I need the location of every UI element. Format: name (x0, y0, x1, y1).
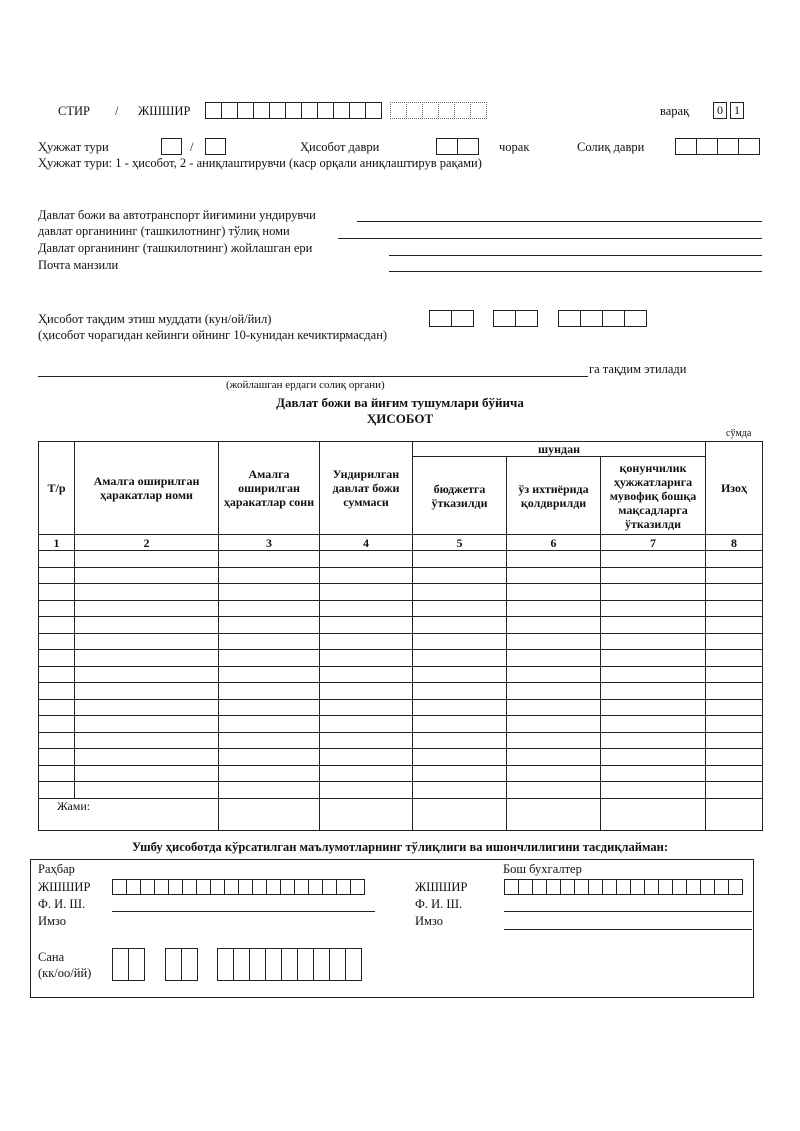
deadline-label: Ҳисобот тақдим этиш муддати (кун/ой/йил) (38, 312, 272, 326)
accountant-signature-label: Имзо (415, 914, 444, 928)
table-row (39, 683, 763, 700)
table-cell[interactable] (39, 551, 75, 568)
table-cell[interactable] (413, 699, 507, 716)
table-cell[interactable] (706, 765, 763, 782)
doc-type-slash: / (190, 140, 194, 154)
table-cell[interactable] (219, 650, 320, 667)
deadline-day-cells[interactable] (429, 310, 474, 327)
table-cell[interactable] (219, 617, 320, 634)
accountant-fio-underline[interactable] (504, 911, 752, 912)
table-cell[interactable] (706, 600, 763, 617)
head-signature-label: Имзо (38, 914, 67, 928)
table-cell[interactable] (75, 782, 219, 799)
table-cell[interactable] (39, 600, 75, 617)
table-cell[interactable] (75, 551, 219, 568)
submit-suffix: га тақдим этилади (589, 362, 687, 376)
table-cell[interactable] (39, 716, 75, 733)
date-month-cells[interactable] (165, 948, 198, 981)
accountant-fio-label: Ф. И. Ш. (415, 897, 463, 911)
table-cell[interactable] (507, 617, 601, 634)
table-cell[interactable] (320, 782, 413, 799)
table-cell[interactable] (413, 749, 507, 766)
table-cell[interactable] (413, 782, 507, 799)
table-cell[interactable] (39, 699, 75, 716)
table-cell[interactable] (320, 617, 413, 634)
postal-address-label: Почта манзили (38, 258, 119, 272)
sheet-digit-1[interactable]: 0 (713, 102, 727, 119)
col-number: 8 (706, 535, 763, 551)
table-cell[interactable] (601, 716, 706, 733)
table-cell[interactable] (507, 600, 601, 617)
table-cell[interactable] (219, 551, 320, 568)
jshshir-extra-cells[interactable] (390, 102, 487, 119)
doc-type-cell[interactable] (161, 138, 182, 155)
currency-note: сўмда (726, 428, 752, 439)
table-cell[interactable] (706, 584, 763, 601)
head-jshshir-label: ЖШШИР (38, 880, 91, 894)
table-cell[interactable] (75, 699, 219, 716)
table-cell[interactable] (413, 584, 507, 601)
table-cell[interactable] (413, 617, 507, 634)
deadline-year-cells[interactable] (558, 310, 647, 327)
table-cell[interactable] (75, 650, 219, 667)
table-cell[interactable] (601, 584, 706, 601)
col-header-group: шундан (413, 442, 706, 457)
table-cell[interactable] (320, 765, 413, 782)
table-cell[interactable] (39, 782, 75, 799)
table-cell[interactable] (601, 551, 706, 568)
table-cell[interactable] (507, 584, 601, 601)
table-cell[interactable] (219, 567, 320, 584)
table-cell[interactable] (601, 666, 706, 683)
table-cell[interactable] (219, 732, 320, 749)
table-cell[interactable] (39, 617, 75, 634)
table-cell[interactable] (320, 567, 413, 584)
report-heading: ҲИСОБОТ (366, 411, 434, 426)
table-cell[interactable] (320, 600, 413, 617)
date-year-cells[interactable] (217, 948, 362, 981)
table-row (39, 650, 763, 667)
table-cell[interactable] (706, 749, 763, 766)
table-cell[interactable] (320, 683, 413, 700)
table-cell[interactable] (706, 650, 763, 667)
table-cell[interactable] (413, 765, 507, 782)
col-header-actions: Амалга оширилган ҳаракатлар номи (75, 442, 219, 535)
table-cell[interactable] (706, 699, 763, 716)
table-cell[interactable] (320, 699, 413, 716)
table-cell[interactable] (219, 699, 320, 716)
table-row (39, 666, 763, 683)
org-name-underline[interactable] (357, 221, 762, 222)
doc-type-hint: Ҳужжат тури: 1 - ҳисобот, 2 - аниқлаштирувчи (каср орқали аниқлаштирув рақами) (38, 156, 482, 170)
org-location-underline[interactable] (389, 255, 762, 256)
table-cell[interactable] (413, 683, 507, 700)
date-label: Сана (38, 950, 65, 964)
table-cell[interactable] (39, 567, 75, 584)
confirmation-text: Ушбу ҳисоботда кўрсатилган маълумотларнинг тўлиқлиги ва ишончлилигини тасдиқлайман: (131, 840, 669, 854)
table-row (39, 633, 763, 650)
org-name-line1: Давлат божи ва автотранспорт йиғимини ундирувчи (38, 208, 316, 222)
jshshir-label: ЖШШИР (138, 104, 191, 118)
table-cell[interactable] (413, 732, 507, 749)
table-cell[interactable] (320, 584, 413, 601)
table-cell[interactable] (706, 732, 763, 749)
table-cell[interactable] (219, 683, 320, 700)
table-cell[interactable] (601, 650, 706, 667)
table-cell[interactable] (601, 699, 706, 716)
table-row (39, 617, 763, 634)
table-cell[interactable] (75, 749, 219, 766)
accountant-jshshir-label: ЖШШИР (415, 880, 468, 894)
table-cell[interactable] (507, 716, 601, 733)
table-cell[interactable] (39, 732, 75, 749)
table-cell[interactable] (507, 699, 601, 716)
report-period-label: Ҳисобот даври (300, 140, 380, 154)
sheet-label: варақ (660, 104, 690, 118)
table-cell[interactable] (706, 633, 763, 650)
separator-slash: / (115, 104, 119, 118)
accountant-signature-underline[interactable] (504, 929, 752, 930)
table-cell[interactable] (706, 666, 763, 683)
table-cell[interactable] (75, 617, 219, 634)
table-cell[interactable] (75, 716, 219, 733)
table-cell[interactable] (75, 765, 219, 782)
table-cell[interactable] (75, 732, 219, 749)
table-cell[interactable] (507, 683, 601, 700)
head-label: Раҳбар (38, 862, 75, 876)
table-cell[interactable] (320, 650, 413, 667)
stir-input-cells[interactable] (205, 102, 382, 119)
table-cell[interactable] (507, 567, 601, 584)
table-cell[interactable] (413, 633, 507, 650)
tax-authority-underline[interactable] (38, 376, 588, 377)
quarter-label: чорак (499, 140, 530, 154)
table-cell[interactable] (219, 584, 320, 601)
table-cell[interactable] (320, 716, 413, 733)
col-number: 1 (39, 535, 75, 551)
table-cell[interactable] (507, 782, 601, 799)
table-cell[interactable] (320, 732, 413, 749)
total-cell[interactable] (706, 798, 763, 830)
table-cell[interactable] (413, 716, 507, 733)
table-cell[interactable] (706, 683, 763, 700)
table-cell[interactable] (601, 765, 706, 782)
total-cell[interactable] (320, 798, 413, 830)
table-cell[interactable] (507, 633, 601, 650)
table-cell[interactable] (706, 617, 763, 634)
table-row (39, 782, 763, 799)
table-cell[interactable] (507, 650, 601, 667)
table-cell[interactable] (39, 584, 75, 601)
tax-period-cells[interactable] (675, 138, 760, 155)
table-cell[interactable] (601, 683, 706, 700)
table-cell[interactable] (75, 633, 219, 650)
deadline-month-cells[interactable] (493, 310, 538, 327)
col-header-other: қонунчилик ҳужжатларига мувофиқ бошқа мақсадларга ўтказилди (601, 457, 706, 535)
col-header-note: Изоҳ (706, 442, 763, 535)
tax-period-label: Солиқ даври (577, 140, 645, 154)
tax-authority-caption: (жойлашган ердаги солиқ органи) (226, 379, 385, 391)
table-cell[interactable] (39, 633, 75, 650)
head-jshshir-cells[interactable] (112, 879, 365, 895)
table-cell[interactable] (75, 666, 219, 683)
table-row (39, 732, 763, 749)
table-cell[interactable] (601, 617, 706, 634)
table-cell[interactable] (219, 782, 320, 799)
table-cell[interactable] (75, 567, 219, 584)
head-fio-label: Ф. И. Ш. (38, 897, 86, 911)
table-cell[interactable] (219, 666, 320, 683)
table-cell[interactable] (413, 666, 507, 683)
table-cell[interactable] (413, 600, 507, 617)
postal-address-underline[interactable] (389, 271, 762, 272)
col-number: 3 (219, 535, 320, 551)
table-cell[interactable] (601, 782, 706, 799)
accountant-jshshir-cells[interactable] (504, 879, 743, 895)
table-cell[interactable] (39, 650, 75, 667)
col-header-budget: бюджетга ўтказилди (413, 457, 507, 535)
table-cell[interactable] (507, 551, 601, 568)
table-row (39, 765, 763, 782)
org-name-line2: давлат органининг (ташкилотнинг) тўлиқ номи (38, 224, 290, 238)
table-cell[interactable] (706, 716, 763, 733)
col-number: 5 (413, 535, 507, 551)
table-cell[interactable] (413, 567, 507, 584)
head-fio-underline[interactable] (112, 911, 375, 912)
table-row (39, 699, 763, 716)
sheet-digit-2[interactable]: 1 (730, 102, 744, 119)
table-cell[interactable] (507, 765, 601, 782)
deadline-note: (ҳисобот чорагидан кейинги ойнинг 10-кунидан кечиктирмасдан) (38, 328, 388, 342)
table-cell[interactable] (219, 765, 320, 782)
org-location-label: Давлат органининг (ташкилотнинг) жойлашган ери (38, 241, 313, 255)
col-number: 4 (320, 535, 413, 551)
stir-label: СТИР (58, 104, 90, 118)
table-cell[interactable] (219, 749, 320, 766)
report-title: Давлат божи ва йиғим тушумлари бўйича (276, 395, 524, 410)
table-row (39, 584, 763, 601)
table-cell[interactable] (706, 782, 763, 799)
table-cell[interactable] (413, 650, 507, 667)
total-cell[interactable] (601, 798, 706, 830)
table-cell[interactable] (507, 732, 601, 749)
col-header-retained: ўз ихтиёрида қолдврилди (507, 457, 601, 535)
table-cell[interactable] (75, 683, 219, 700)
table-row (39, 716, 763, 733)
table-row (39, 600, 763, 617)
total-cell[interactable] (219, 798, 320, 830)
col-number: 6 (507, 535, 601, 551)
doc-type-correction-cell[interactable] (205, 138, 226, 155)
table-cell[interactable] (39, 749, 75, 766)
table-cell[interactable] (601, 633, 706, 650)
report-table (38, 441, 763, 831)
col-number: 7 (601, 535, 706, 551)
table-row (39, 551, 763, 568)
table-cell[interactable] (39, 666, 75, 683)
col-header-no: Т/р (39, 442, 75, 535)
table-row (39, 567, 763, 584)
col-number: 2 (75, 535, 219, 551)
table-cell[interactable] (601, 749, 706, 766)
table-cell[interactable] (219, 600, 320, 617)
table-cell[interactable] (320, 633, 413, 650)
org-name-underline-2[interactable] (338, 238, 762, 239)
doc-type-label: Ҳужжат тури (38, 140, 109, 154)
total-label: Жами: (39, 798, 219, 830)
accountant-label: Бош бухгалтер (503, 862, 582, 876)
table-cell[interactable] (219, 716, 320, 733)
table-cell[interactable] (39, 683, 75, 700)
table-cell[interactable] (320, 551, 413, 568)
col-header-count: Амалга оширилган ҳаракатлар сони (219, 442, 320, 535)
table-cell[interactable] (75, 600, 219, 617)
col-header-duty-sum: Ундирилган давлат божи суммаси (320, 442, 413, 535)
total-cell[interactable] (413, 798, 507, 830)
table-cell[interactable] (601, 732, 706, 749)
total-row (39, 798, 763, 830)
table-cell[interactable] (320, 666, 413, 683)
table-cell[interactable] (601, 600, 706, 617)
report-period-cells[interactable] (436, 138, 479, 155)
table-cell[interactable] (507, 666, 601, 683)
table-cell[interactable] (706, 567, 763, 584)
table-cell[interactable] (706, 551, 763, 568)
table-cell[interactable] (507, 749, 601, 766)
date-format: (кк/оо/йй) (38, 966, 92, 980)
table-cell[interactable] (601, 567, 706, 584)
table-cell[interactable] (75, 584, 219, 601)
table-cell[interactable] (219, 633, 320, 650)
table-cell[interactable] (39, 765, 75, 782)
column-numbers-row (39, 535, 763, 551)
table-row (39, 749, 763, 766)
date-day-cells[interactable] (112, 948, 145, 981)
total-cell[interactable] (507, 798, 601, 830)
table-cell[interactable] (413, 551, 507, 568)
table-cell[interactable] (320, 749, 413, 766)
